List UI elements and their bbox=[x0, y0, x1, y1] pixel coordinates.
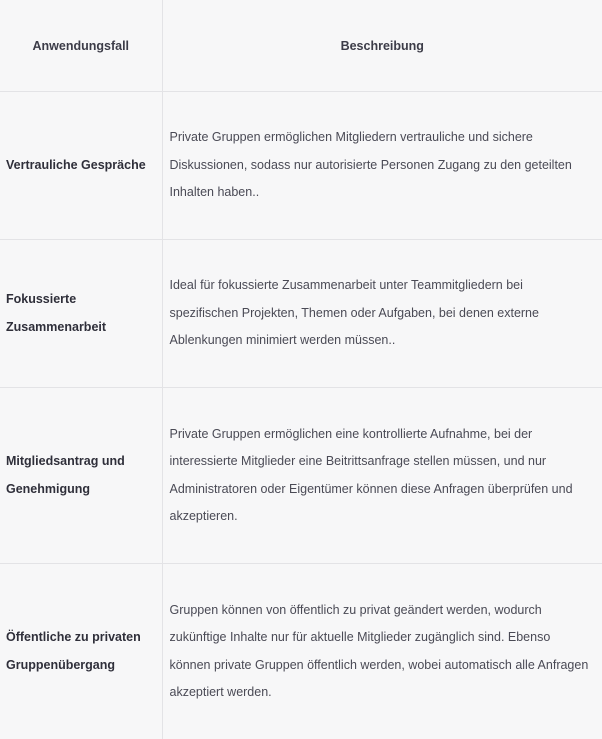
description-cell: Gruppen können von öffentlich zu privat geändert werden, wodurch zukünftige Inhalte nur für aktuelle Mitglieder zugänglich sind. Ebenso können private Gruppen öffentlich werden, wobei automatisch alle Anfragen akzeptiert werden. bbox=[162, 564, 602, 739]
table-header-row bbox=[0, 0, 602, 92]
use-case-cell: Vertrauliche Gespräche bbox=[0, 92, 162, 240]
table-row bbox=[0, 564, 602, 739]
description-cell: Private Gruppen ermöglichen eine kontrollierte Aufnahme, bei der interessierte Mitglieder eine Beitrittsanfrage stellen müssen, und nur Administratoren oder Eigentümer können diese Anfragen überprüfen und akzeptieren. bbox=[162, 388, 602, 564]
table-row bbox=[0, 92, 602, 240]
table-row bbox=[0, 388, 602, 564]
description-cell: Ideal für fokussierte Zusammenarbeit unter Teammitgliedern bei spezifischen Projekten, Themen oder Aufgaben, bei denen externe Ablenkungen minimiert werden müssen.. bbox=[162, 240, 602, 388]
description-cell: Private Gruppen ermöglichen Mitgliedern vertrauliche und sichere Diskussionen, sodass nur autorisierte Personen Zugang zu den geteilten Inhalten haben.. bbox=[162, 92, 602, 240]
header-description: Beschreibung bbox=[162, 0, 602, 92]
table-row bbox=[0, 240, 602, 388]
header-use-case: Anwendungsfall bbox=[0, 0, 162, 92]
use-case-cell: Fokussierte Zusammenarbeit bbox=[0, 240, 162, 388]
use-case-cell: Mitgliedsantrag und Genehmigung bbox=[0, 388, 162, 564]
use-case-cell: Öffentliche zu privaten Gruppenübergang bbox=[0, 564, 162, 739]
